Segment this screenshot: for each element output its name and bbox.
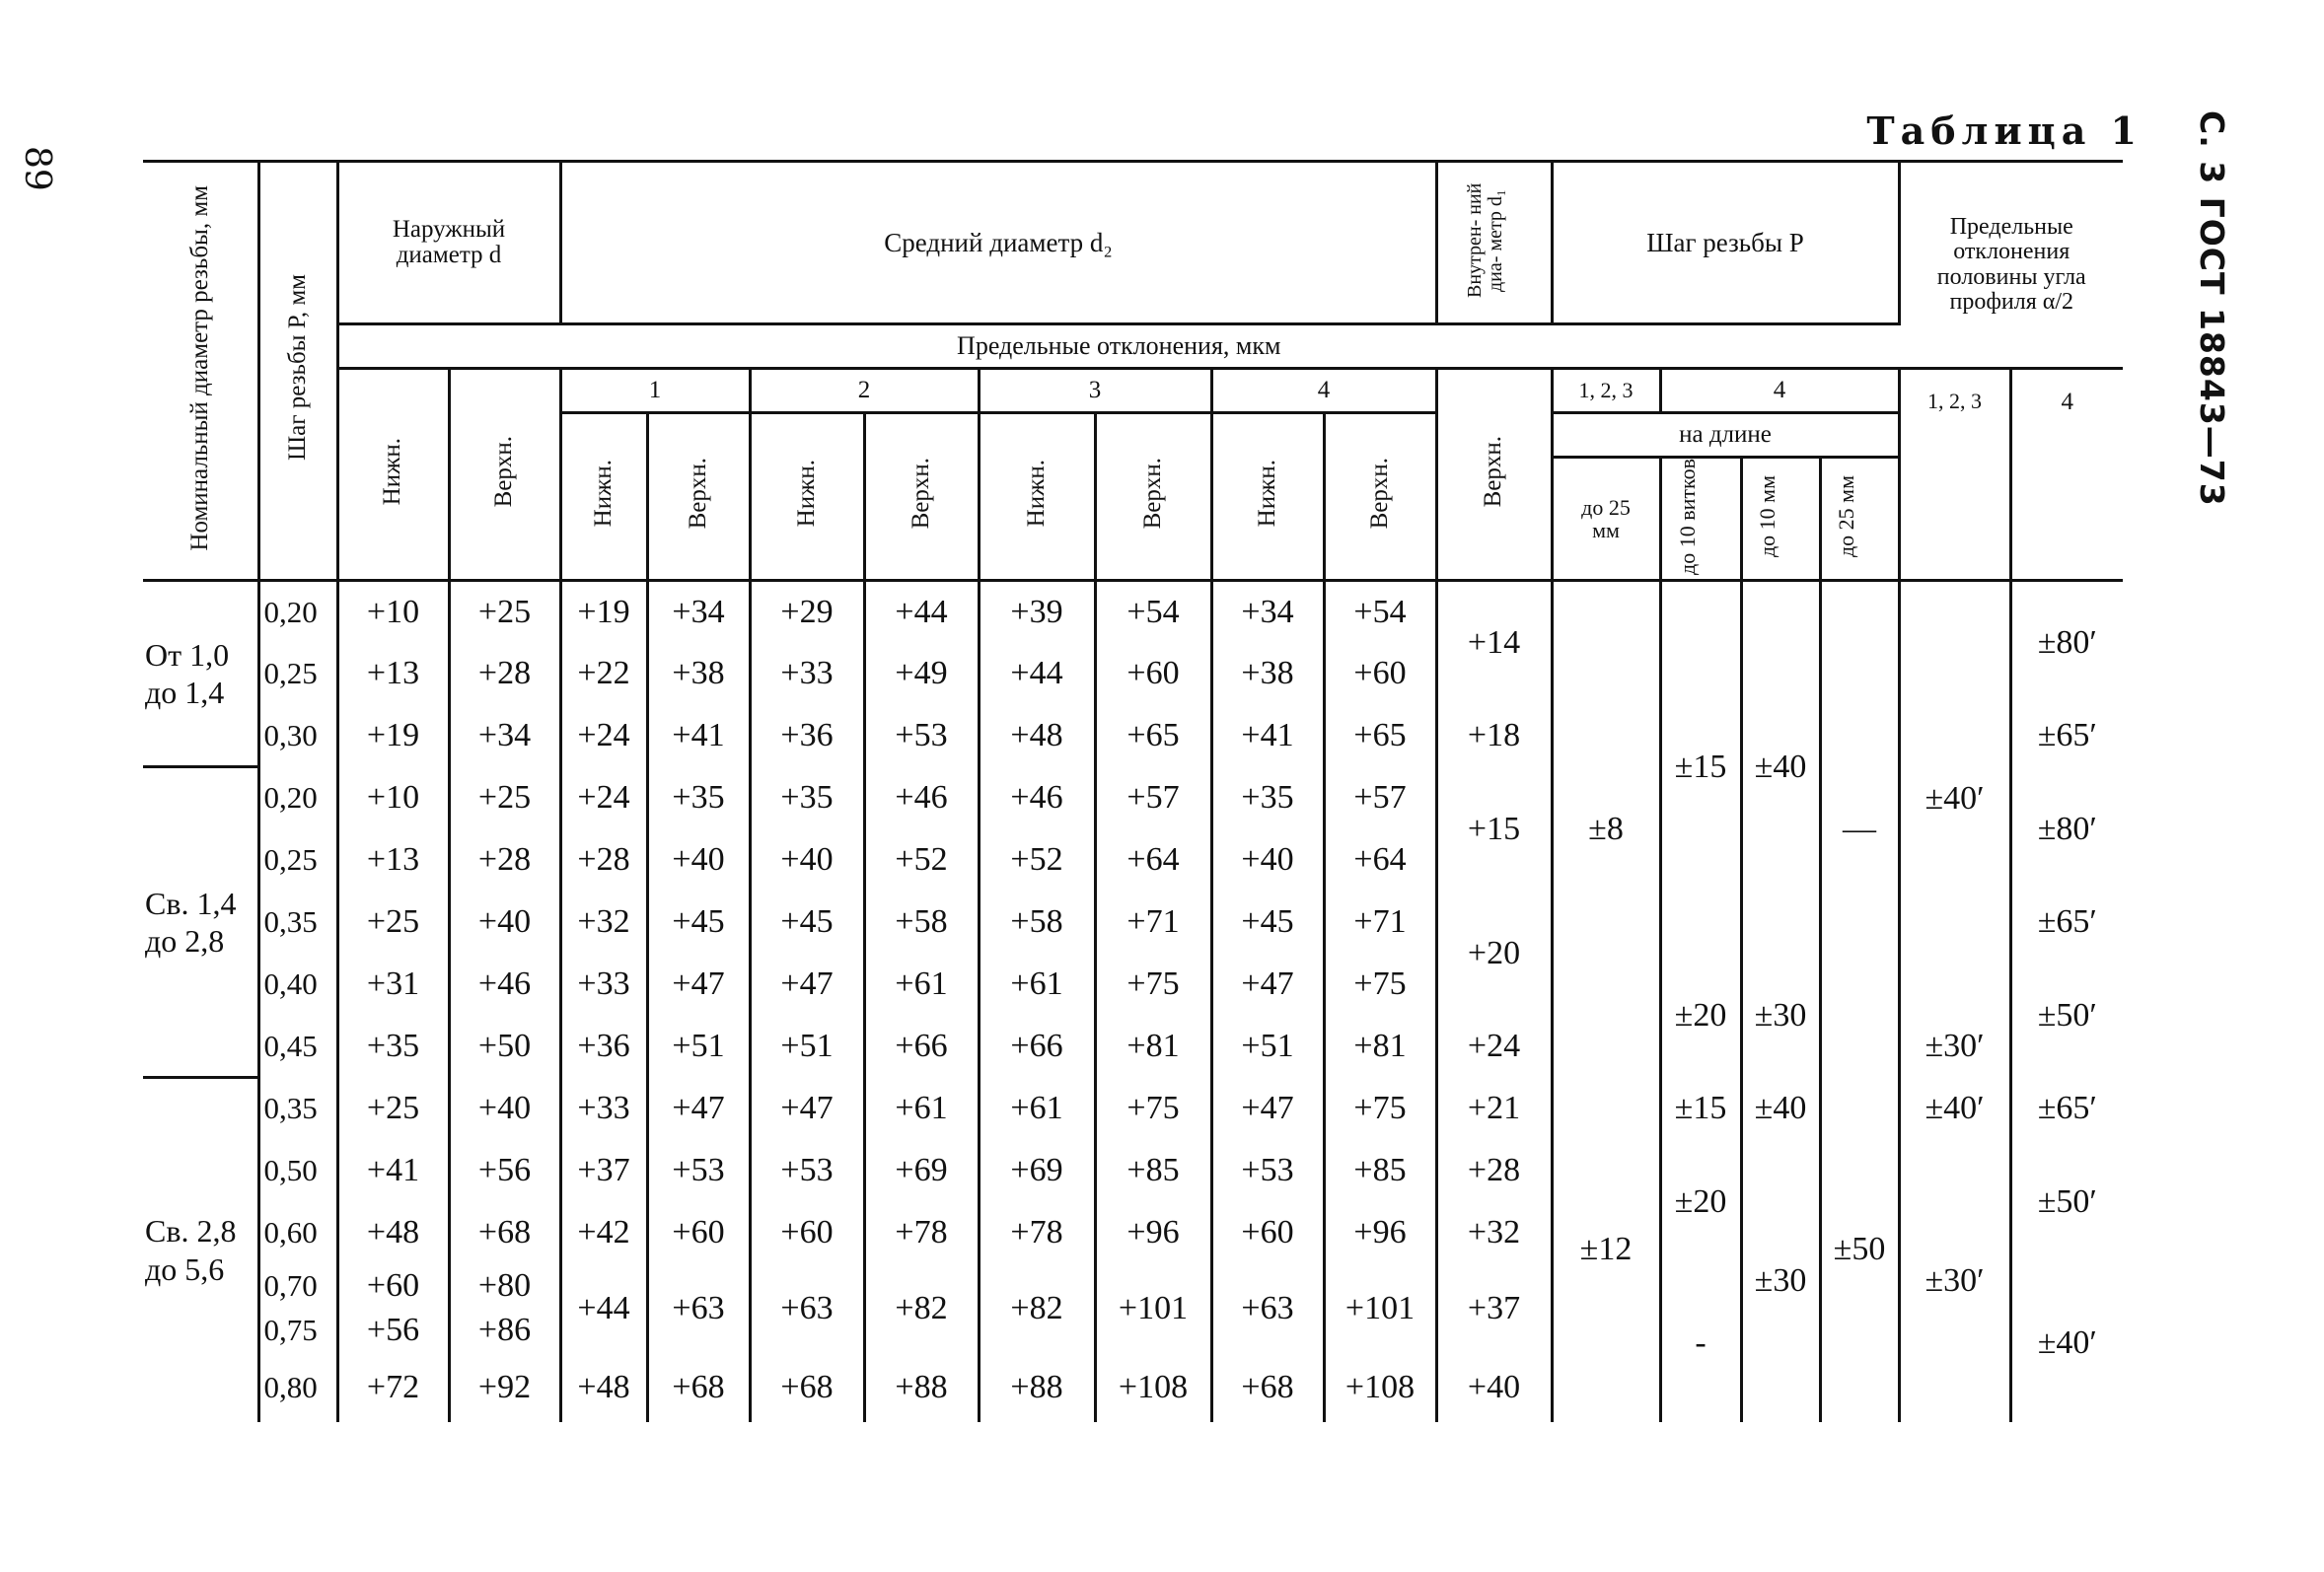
c3-upper: +54	[1095, 581, 1211, 643]
pitch-cell: 0,20	[258, 767, 337, 829]
c1-lower: +32	[560, 892, 647, 954]
outer-upper: +80	[449, 1264, 560, 1309]
c2-upper: +58	[864, 892, 979, 954]
group-range-1: От 1,0 до 1,4	[143, 581, 258, 767]
c2-upper: +66	[864, 1016, 979, 1078]
outer-upper: +28	[449, 829, 560, 892]
step-up25mm-b: —	[1820, 581, 1899, 1078]
pitch-cell: 0,50	[258, 1140, 337, 1202]
header-thread-step: Шаг резьбы P	[1552, 162, 1899, 324]
inner-upper: +21	[1436, 1078, 1552, 1140]
outer-lower: +72	[337, 1353, 449, 1422]
c3-lower: +69	[979, 1140, 1095, 1202]
step-up10mm: ±30	[1741, 1140, 1820, 1422]
header-pitch: Шаг резьбы P, мм	[258, 162, 337, 581]
angle-class-4: ±50′	[2037, 996, 2097, 1034]
step-up10turns: -	[1660, 1264, 1741, 1422]
page-number: 89	[17, 146, 57, 191]
header-outer-lower: Нижн.	[337, 369, 449, 581]
c4-lower: +40	[1211, 829, 1324, 892]
c1-lower: +33	[560, 954, 647, 1016]
c1-lower: +24	[560, 767, 647, 829]
header-up-to-25mm-b: до 25 мм	[1820, 458, 1899, 581]
step-up10turns: ±15	[1660, 1078, 1741, 1140]
outer-upper: +40	[449, 892, 560, 954]
c2-upper: +69	[864, 1140, 979, 1202]
outer-upper: +92	[449, 1353, 560, 1422]
header-up-to-10mm: до 10 мм	[1741, 458, 1820, 581]
c2-lower: +47	[750, 954, 864, 1016]
header-c1-upper: Верхн.	[647, 413, 750, 581]
c3-upper: +65	[1095, 705, 1211, 767]
c1-lower: +48	[560, 1353, 647, 1422]
c4-lower: +51	[1211, 1016, 1324, 1078]
outer-upper: +28	[449, 643, 560, 705]
c4-lower: +45	[1211, 892, 1324, 954]
outer-lower: +31	[337, 954, 449, 1016]
pitch-cell: 0,45	[258, 1016, 337, 1078]
c2-lower: +36	[750, 705, 864, 767]
c2-lower: +53	[750, 1140, 864, 1202]
c3-upper: +57	[1095, 767, 1211, 829]
outer-lower: +60	[337, 1264, 449, 1309]
header-c2-upper: Верхн.	[864, 413, 979, 581]
header-nominal-diameter: Номинальный диаметр резьбы, мм	[143, 162, 258, 581]
c1-lower: +33	[560, 1078, 647, 1140]
c1-lower: +37	[560, 1140, 647, 1202]
pitch-cell: 0,60	[258, 1202, 337, 1264]
c3-upper: +85	[1095, 1140, 1211, 1202]
outer-lower: +56	[337, 1309, 449, 1353]
c3-upper: +60	[1095, 643, 1211, 705]
c4-lower: +60	[1211, 1202, 1324, 1264]
pitch-cell: 0,70	[258, 1264, 337, 1309]
c2-lower: +29	[750, 581, 864, 643]
c3-lower: +39	[979, 581, 1095, 643]
c3-lower: +82	[979, 1264, 1095, 1353]
c4-upper: +54	[1324, 581, 1436, 643]
c3-lower: +58	[979, 892, 1095, 954]
header-class-3: 3	[979, 369, 1211, 413]
pitch-cell: 0,35	[258, 1078, 337, 1140]
outer-upper: +34	[449, 705, 560, 767]
angle-class-4: ±65′	[2037, 1090, 2097, 1127]
angle-class-123: ±40′	[1899, 581, 2010, 1016]
c3-upper: +96	[1095, 1202, 1211, 1264]
header-c4-lower: Нижн.	[1211, 413, 1324, 581]
step-up10mm: ±30	[1741, 954, 1820, 1078]
c2-lower: +45	[750, 892, 864, 954]
angle-class-4: ±65′	[2037, 717, 2097, 754]
header-deviations-um: Предельные отклонения, мкм	[337, 324, 1899, 369]
header-c4-upper: Верхн.	[1324, 413, 1436, 581]
c1-lower: +22	[560, 643, 647, 705]
c2-upper: +46	[864, 767, 979, 829]
pitch-cell: 0,35	[258, 892, 337, 954]
c4-upper: +65	[1324, 705, 1436, 767]
step-up25mm: ±8	[1552, 581, 1660, 1078]
header-up-to-25mm: до 25 мм	[1552, 458, 1660, 581]
c3-lower: +66	[979, 1016, 1095, 1078]
c1-lower: +44	[560, 1264, 647, 1353]
outer-upper: +50	[449, 1016, 560, 1078]
header-c3-lower: Нижн.	[979, 413, 1095, 581]
header-middle-diameter: Средний диаметр d₂	[560, 162, 1436, 324]
inner-upper: +14	[1436, 581, 1552, 705]
header-outer-diameter: Наружный диаметр d	[337, 162, 560, 324]
c3-lower: +61	[979, 954, 1095, 1016]
c3-lower: +44	[979, 643, 1095, 705]
c3-lower: +48	[979, 705, 1095, 767]
step-up10turns: ±15	[1660, 581, 1741, 954]
standard-designation: С. 3 ГОСТ 18843—73	[2193, 110, 2231, 507]
c2-lower: +35	[750, 767, 864, 829]
outer-lower: +25	[337, 1078, 449, 1140]
inner-upper: +40	[1436, 1353, 1552, 1422]
inner-upper: +32	[1436, 1202, 1552, 1264]
step-up25mm: ±12	[1552, 1078, 1660, 1422]
c1-upper: +41	[647, 705, 750, 767]
c4-upper: +60	[1324, 643, 1436, 705]
step-up10turns: ±20	[1660, 954, 1741, 1078]
outer-upper: +86	[449, 1309, 560, 1353]
angle-class-4: ±80′	[2037, 810, 2097, 847]
c4-upper: +108	[1324, 1353, 1436, 1422]
c1-upper: +45	[647, 892, 750, 954]
c1-lower: +19	[560, 581, 647, 643]
header-class-1: 1	[560, 369, 750, 413]
step-up10mm: ±40	[1741, 1078, 1820, 1140]
c2-upper: +44	[864, 581, 979, 643]
c4-upper: +64	[1324, 829, 1436, 892]
header-inner-diameter: Внутрен- ний диа- метр d₁	[1436, 162, 1552, 324]
c3-upper: +108	[1095, 1353, 1211, 1422]
header-inner-upper: Верхн.	[1436, 369, 1552, 581]
inner-upper: +20	[1436, 892, 1552, 1016]
header-half-angle: Предельные отклонения половины угла профиля α/2	[1899, 162, 2123, 369]
c4-upper: +96	[1324, 1202, 1436, 1264]
outer-lower: +10	[337, 581, 449, 643]
header-class-2: 2	[750, 369, 979, 413]
c4-upper: +71	[1324, 892, 1436, 954]
c2-lower: +47	[750, 1078, 864, 1140]
outer-lower: +35	[337, 1016, 449, 1078]
outer-lower: +13	[337, 829, 449, 892]
c3-upper: +75	[1095, 1078, 1211, 1140]
c2-lower: +60	[750, 1202, 864, 1264]
table-title: Таблица 1	[1866, 108, 2142, 153]
step-up10mm: ±40	[1741, 581, 1820, 954]
c1-upper: +68	[647, 1353, 750, 1422]
c4-upper: +81	[1324, 1016, 1436, 1078]
outer-lower: +13	[337, 643, 449, 705]
angle-class-123: ±30′	[1899, 1016, 2010, 1078]
c3-upper: +101	[1095, 1264, 1211, 1353]
c1-upper: +53	[647, 1140, 750, 1202]
c2-upper: +61	[864, 954, 979, 1016]
pitch-cell: 0,25	[258, 643, 337, 705]
inner-upper: +24	[1436, 1016, 1552, 1078]
pitch-cell: 0,25	[258, 829, 337, 892]
c1-lower: +36	[560, 1016, 647, 1078]
angle-class-4: ±40′	[2037, 1323, 2097, 1361]
c3-lower: +61	[979, 1078, 1095, 1140]
c3-upper: +81	[1095, 1016, 1211, 1078]
header-class-4: 4	[1211, 369, 1436, 413]
step-up10turns: ±20	[1660, 1140, 1741, 1264]
c4-lower: +38	[1211, 643, 1324, 705]
inner-upper: +18	[1436, 705, 1552, 767]
c4-lower: +63	[1211, 1264, 1324, 1353]
pitch-cell: 0,30	[258, 705, 337, 767]
c2-upper: +82	[864, 1264, 979, 1353]
outer-lower: +25	[337, 892, 449, 954]
pitch-cell: 0,20	[258, 581, 337, 643]
c2-upper: +61	[864, 1078, 979, 1140]
c4-lower: +68	[1211, 1353, 1324, 1422]
c1-lower: +24	[560, 705, 647, 767]
outer-lower: +41	[337, 1140, 449, 1202]
c1-lower: +42	[560, 1202, 647, 1264]
angle-class-4: ±50′	[2037, 1182, 2097, 1220]
outer-upper: +68	[449, 1202, 560, 1264]
c2-upper: +88	[864, 1353, 979, 1422]
c1-upper: +51	[647, 1016, 750, 1078]
c1-upper: +60	[647, 1202, 750, 1264]
group-range-3: Св. 2,8 до 5,6	[143, 1078, 258, 1422]
c1-upper: +47	[647, 954, 750, 1016]
header-up-to-10-turns: до 10 витков	[1660, 458, 1741, 581]
angle-class-123: ±30′	[1899, 1140, 2010, 1422]
c1-upper: +38	[647, 643, 750, 705]
c2-upper: +52	[864, 829, 979, 892]
c4-lower: +53	[1211, 1140, 1324, 1202]
angle-class-4: ±80′	[2037, 624, 2097, 662]
c1-upper: +40	[647, 829, 750, 892]
pitch-cell: 0,40	[258, 954, 337, 1016]
c2-upper: +53	[864, 705, 979, 767]
outer-upper: +46	[449, 954, 560, 1016]
c4-upper: +75	[1324, 954, 1436, 1016]
c2-upper: +78	[864, 1202, 979, 1264]
tolerance-table	[143, 160, 2123, 1422]
c4-lower: +47	[1211, 1078, 1324, 1140]
c4-upper: +75	[1324, 1078, 1436, 1140]
c4-lower: +41	[1211, 705, 1324, 767]
c3-lower: +78	[979, 1202, 1095, 1264]
c4-lower: +47	[1211, 954, 1324, 1016]
inner-upper: +28	[1436, 1140, 1552, 1202]
c3-upper: +64	[1095, 829, 1211, 892]
c2-lower: +68	[750, 1353, 864, 1422]
c1-upper: +47	[647, 1078, 750, 1140]
c3-lower: +46	[979, 767, 1095, 829]
pitch-cell: 0,75	[258, 1309, 337, 1353]
c2-upper: +49	[864, 643, 979, 705]
outer-upper: +25	[449, 767, 560, 829]
header-angle-class-123: 1, 2, 3	[1899, 369, 2010, 581]
c2-lower: +33	[750, 643, 864, 705]
header-outer-upper: Верхн.	[449, 369, 560, 581]
header-on-length: на длине	[1552, 413, 1899, 458]
step-up25mm-b: ±50	[1820, 1078, 1899, 1422]
c1-upper: +34	[647, 581, 750, 643]
angle-class-123: ±40′	[1899, 1078, 2010, 1140]
c4-lower: +34	[1211, 581, 1324, 643]
inner-upper: +37	[1436, 1264, 1552, 1353]
c3-upper: +75	[1095, 954, 1211, 1016]
c4-upper: +101	[1324, 1264, 1436, 1353]
header-c2-lower: Нижн.	[750, 413, 864, 581]
c4-lower: +35	[1211, 767, 1324, 829]
c2-lower: +51	[750, 1016, 864, 1078]
angle-class-4: ±65′	[2037, 903, 2097, 941]
c3-lower: +88	[979, 1353, 1095, 1422]
c1-upper: +63	[647, 1264, 750, 1353]
c2-lower: +40	[750, 829, 864, 892]
header-step-class-4: 4	[1660, 369, 1899, 413]
pitch-cell: 0,80	[258, 1353, 337, 1422]
outer-lower: +48	[337, 1202, 449, 1264]
c4-upper: +57	[1324, 767, 1436, 829]
header-angle-class-4: 4	[2061, 389, 2073, 415]
c1-upper: +35	[647, 767, 750, 829]
header-c1-lower: Нижн.	[560, 413, 647, 581]
c1-lower: +28	[560, 829, 647, 892]
header-step-class-123: 1, 2, 3	[1552, 369, 1660, 413]
header-c3-upper: Верхн.	[1095, 413, 1211, 581]
outer-upper: +56	[449, 1140, 560, 1202]
c3-upper: +71	[1095, 892, 1211, 954]
group-range-2: Св. 1,4 до 2,8	[143, 767, 258, 1078]
inner-upper: +15	[1436, 767, 1552, 892]
c3-lower: +52	[979, 829, 1095, 892]
c2-lower: +63	[750, 1264, 864, 1353]
c4-upper: +85	[1324, 1140, 1436, 1202]
outer-upper: +40	[449, 1078, 560, 1140]
outer-lower: +19	[337, 705, 449, 767]
outer-upper: +25	[449, 581, 560, 643]
outer-lower: +10	[337, 767, 449, 829]
